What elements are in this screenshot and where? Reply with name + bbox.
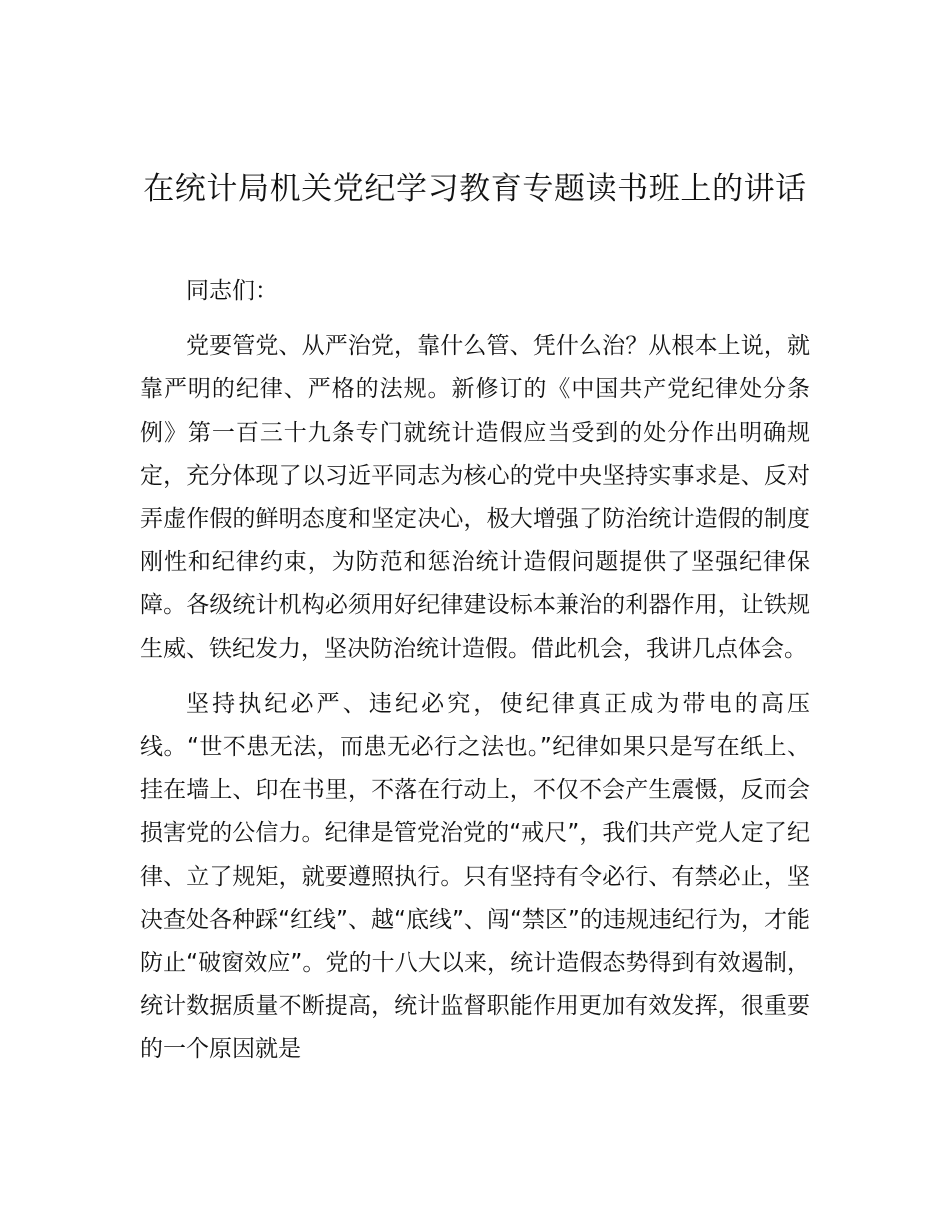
document-body <box>140 270 810 1072</box>
paragraph-1: 党要管党、从严治党，靠什么管、凭什么治？从根本上说，就靠严明的纪律、严格的法规。新修订的《中国共产党纪律处分条例》第一百三十九条专门就统计造假应当受到的处分作出明确规定，充分体现了以习近平同志为核心的党中央坚持实事求是、反对弄虚作假的鲜明态度和坚定决心，极大增强了防治统计造假的制度刚性和纪律约束，为防范和惩治统计造假问题提供了坚强纪律保障。各级统计机构必须用好纪律建设标本兼治的利器作用，让铁规生威、铁纪发力，坚决防治统计造假。借此机会，我讲几点体会。 <box>140 333 810 662</box>
document-title: 在统计局机关党纪学习教育专题读书班上的讲话 <box>143 171 807 207</box>
paragraph-2: 坚持执纪必严、违纪必究，使纪律真正成为带电的高压线。“世不患无法，而患无必行之法也。”纪律如果只是写在纸上、挂在墙上、印在书里，不落在行动上，不仅不会产生震慑，反而会损害党的公信力。纪律是管党治党的“戒尺”，我们共产党人定了纪律、立了规矩，就要遵照执行。只有坚持有令必行、有禁必止，坚决查处各种踩“红线”、越“底线”、闯“禁区”的违规违纪行为，才能防止“破窗效应”。党的十八大以来，统计造假态势得到有效遏制，统计数据质量不断提高，统计监督职能作用更加有效发挥，很重要的一个原因就是 <box>140 690 810 1063</box>
salutation: 同志们： <box>186 278 278 304</box>
